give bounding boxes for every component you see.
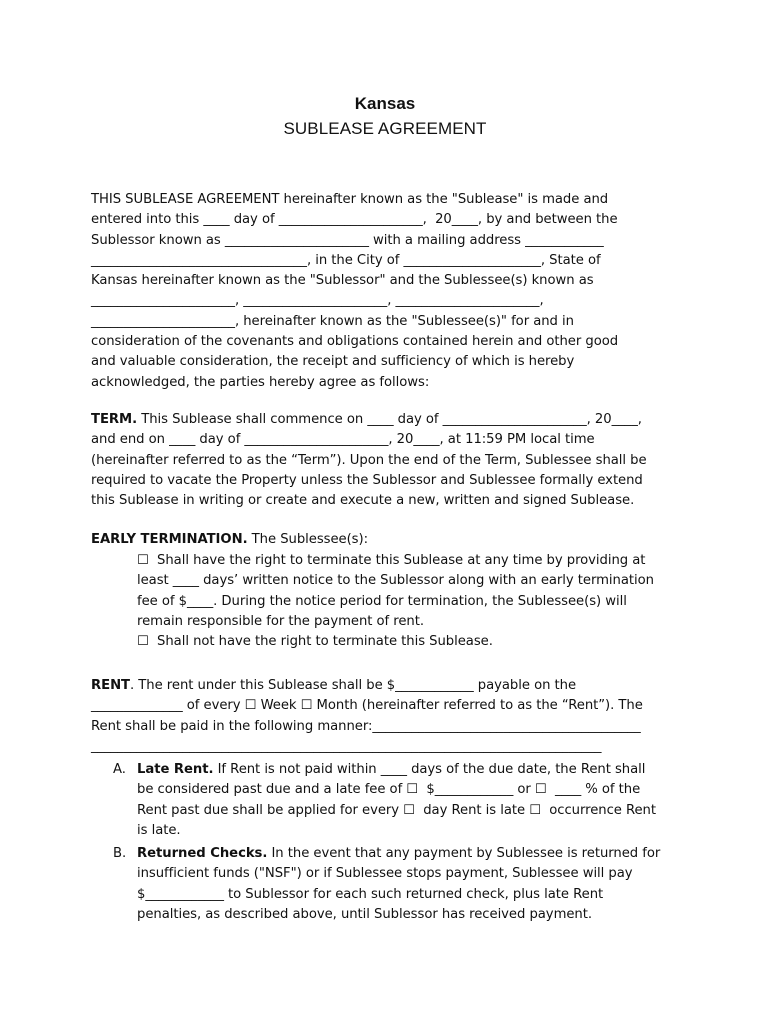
option-not-have-right[interactable]: ☐ Shall not have the right to terminate this Sublease.	[137, 634, 493, 650]
intro-line: THIS SUBLEASE AGREEMENT hereinafter known as the "Sublease" is made and	[91, 192, 609, 207]
option-line: least ____ days’ written notice to the Sublessor along with an early termination	[137, 573, 654, 589]
intro-line: and valuable consideration, the receipt and sufficiency of which is hereby	[91, 354, 575, 370]
late-rent-heading: Late Rent.	[137, 762, 214, 777]
rent-line: ______________________________________________________________________________	[91, 738, 602, 754]
term-text: This Sublease shall commence on ____ day of ______________________, 20____,	[137, 412, 642, 427]
term-line: (hereinafter referred to as the “Term”). Upon the end of the Term, Sublessee shall be	[91, 452, 647, 468]
rent-heading: RENT	[91, 678, 130, 693]
returned-checks-heading: Returned Checks.	[137, 846, 268, 861]
term-heading: TERM.	[91, 412, 138, 427]
term-section	[91, 410, 691, 511]
list-marker-a: A.	[113, 762, 126, 777]
option-line: remain responsible for the payment of rent.	[137, 613, 424, 629]
returned-checks-text: In the event that any payment by Sublessee is returned for	[267, 846, 661, 861]
document-title: SUBLEASE AGREEMENT	[283, 119, 487, 138]
late-rent-line: is late.	[137, 822, 181, 838]
option-line: fee of $____. During the notice period for termination, the Sublessee(s) will	[137, 593, 627, 609]
document-title-state: Kansas	[354, 94, 416, 113]
late-rent-item	[137, 760, 682, 841]
term-line: required to vacate the Property unless the Sublessor and Sublessee formally extend	[91, 472, 643, 488]
rent-section	[91, 676, 691, 757]
returned-checks-line: penalties, as described above, until Sublessor has received payment.	[137, 906, 592, 922]
rent-line: Rent shall be paid in the following manner:_________________________________________	[91, 718, 641, 734]
rent-line: ______________ of every ☐ Week ☐ Month (hereinafter referred to as the “Rent”). The	[91, 698, 643, 714]
late-rent-text: If Rent is not paid within ____ days of the due date, the Rent shall	[213, 762, 646, 777]
returned-checks-item	[137, 844, 682, 925]
intro-line: Sublessor known as ______________________ with a mailing address ____________	[91, 232, 604, 248]
intro-line: _________________________________, in the City of _____________________, State of	[91, 252, 601, 268]
intro-line: ______________________, hereinafter known as the "Sublessee(s)" for and in	[91, 313, 574, 329]
term-line: this Sublease in writing or create and execute a new, written and signed Sublease.	[91, 493, 635, 509]
intro-line: entered into this ____ day of ______________________, 20____, by and between the	[91, 212, 618, 228]
intro-line: acknowledged, the parties hereby agree as follows:	[91, 374, 430, 390]
late-rent-line: be considered past due and a late fee of ☐ $____________ or ☐ ____ % of the	[137, 782, 641, 798]
late-rent-line: Rent past due shall be applied for every ☐ day Rent is late ☐ occurrence Rent	[137, 802, 656, 818]
early-termination-options	[137, 551, 682, 652]
intro-line: Kansas hereinafter known as the "Sublessor" and the Sublessee(s) known as	[91, 273, 594, 289]
list-marker-b: B.	[113, 846, 127, 861]
early-termination-text: The Sublessee(s):	[247, 532, 368, 547]
returned-checks-line: insufficient funds ("NSF") or if Sublessee stops payment, Sublessee will pay	[137, 866, 633, 882]
returned-checks-line: $____________ to Sublessor for each such returned check, plus late Rent	[137, 886, 604, 902]
option-have-right[interactable]: ☐ Shall have the right to terminate this Sublease at any time by providing at	[137, 553, 646, 568]
term-line: and end on ____ day of ______________________, 20____, at 11:59 PM local time	[91, 432, 595, 448]
intro-paragraph	[91, 190, 691, 393]
early-termination-heading: EARLY TERMINATION.	[91, 532, 248, 547]
rent-text: . The rent under this Sublease shall be $____________ payable on the	[130, 678, 577, 693]
early-termination-section	[91, 530, 691, 550]
intro-line: ______________________, ______________________, ______________________,	[91, 293, 544, 309]
intro-line: consideration of the covenants and obligations contained herein and other good	[91, 334, 619, 350]
